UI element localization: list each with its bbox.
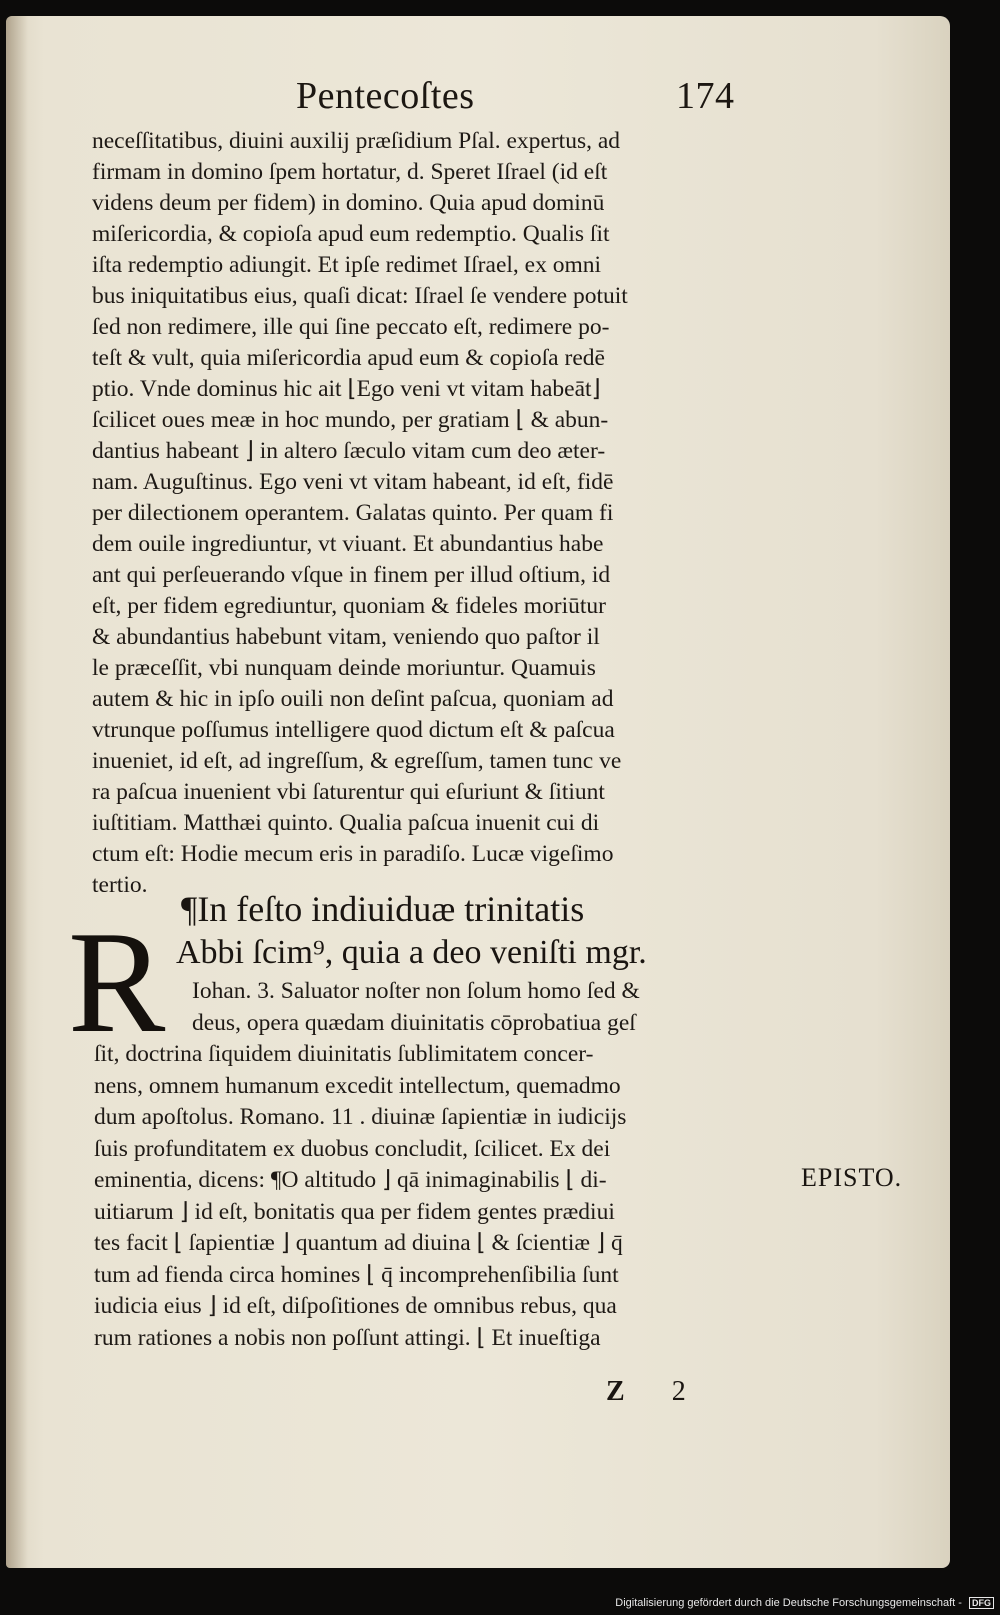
text-line: iudicia eius ⌋ id eſt, diſpoſitiones de omnibus rebus, qua	[94, 1293, 617, 1319]
text-line: deus, opera quædam diuinitatis cōprobatiua geſ	[192, 1009, 636, 1036]
text-line: rum rationes a nobis non poſſunt attingi. ⌊ Et inueſtiga	[94, 1324, 601, 1351]
text-line: miſericordia, & copioſa apud eum redemptio. Qualis ſit	[92, 221, 610, 247]
text-line: videns deum per fidem) in domino. Quia apud dominū	[92, 190, 605, 216]
section-text	[94, 976, 774, 1354]
footer	[615, 1597, 994, 1613]
text-line: tum ad fienda circa homines ⌊ q̄ incomprehenſibilia ſunt	[94, 1261, 619, 1288]
text-line: eſt, per fidem egrediuntur, quoniam & fideles moriūtur	[92, 593, 606, 619]
book-page	[6, 16, 950, 1568]
text-line: iuſtitiam. Matthæi quinto. Qualia paſcua inuenit cui di	[92, 810, 600, 836]
text-line: nens, omnem humanum excedit intellectum, quemadmo	[94, 1072, 621, 1099]
text-line: nam. Auguſtinus. Ego veni vt vitam habeant, id eſt, fidē	[92, 469, 614, 495]
text-line: tertio.	[92, 872, 148, 898]
drop-cap: R	[68, 901, 166, 1063]
text-line: & abundantius habebunt vitam, veniendo quo paſtor il	[92, 624, 600, 650]
margin-note: EPISTO.	[801, 1163, 903, 1192]
text-line: dem ouile ingrediuntur, vt viuant. Et abundantius habe	[92, 531, 604, 557]
text-line: ptio. Vnde dominus hic ait ⌊Ego veni vt vitam habeāt⌋	[92, 376, 601, 402]
signature-letter: Z	[606, 1376, 625, 1407]
signature-number: 2	[671, 1376, 686, 1407]
folio-number: 174	[676, 75, 735, 117]
running-head: Pentecoſtes	[296, 75, 475, 117]
signature-mark	[606, 1376, 686, 1408]
text-line: dantius habeant ⌋ in altero ſæculo vitam cum deo æter-	[92, 438, 606, 464]
text-line: uitiarum ⌋ id eſt, bonitatis qua per fidem gentes prædiui	[94, 1198, 615, 1225]
text-line: inueniet, id eſt, ad ingreſſum, & egreſſum, tamen tunc ve	[92, 748, 622, 774]
text-line: Iohan. 3. Saluator noſter non ſolum homo ſed &	[192, 978, 640, 1004]
text-line: le præceſſit, vbi nunquam deinde moriuntur. Quamuis	[92, 655, 596, 681]
text-line: bus iniquitatibus eius, quaſi dicat: Iſrael ſe vendere potuit	[92, 283, 628, 309]
text-line: per dilectionem operantem. Galatas quinto. Per quam fi	[92, 500, 614, 526]
text-line: vtrunque poſſumus intelligere quod dictum eſt & paſcua	[92, 717, 615, 743]
footer-text: Digitalisierung gefördert durch die Deutsche Forschungsgemeinschaft -	[615, 1597, 962, 1609]
text-line: ſcilicet oues meæ in hoc mundo, per gratiam ⌊ & abun-	[92, 407, 609, 433]
body-text	[92, 126, 782, 901]
text-line: ant qui perſeuerando vſque in finem per illud oſtium, id	[92, 562, 611, 588]
dfg-logo: DFG	[969, 1597, 994, 1609]
text-line: neceſſitatibus, diuini auxilij præſidium Pſal. expertus, ad	[92, 128, 621, 154]
text-line: tes facit ⌊ ſapientiæ ⌋ quantum ad diuina ⌊ & ſcientiæ ⌋ q̄	[94, 1230, 623, 1256]
text-line: ſed non redimere, ille qui ſine peccato eſt, redimere po-	[92, 314, 610, 340]
text-line: iſta redemptio adiungit. Et ipſe redimet Iſrael, ex omni	[92, 252, 602, 278]
text-line: firmam in domino ſpem hortatur, d. Speret Iſrael (id eſt	[92, 159, 608, 185]
section-heading: ¶In feſto indiuiduæ trinitatis	[181, 889, 585, 929]
text-line: teſt & vult, quia miſericordia apud eum & copioſa redē	[92, 345, 605, 371]
text-line: eminentia, dicens: ¶O altitudo ⌋ qā inimaginabilis ⌊ di-	[94, 1167, 607, 1193]
page-header	[296, 74, 776, 124]
text-line: autem & hic in ipſo ouili non deſint paſcua, quoniam ad	[92, 686, 614, 712]
text-line: dum apoſtolus. Romano. 11 . diuinæ ſapientiæ in iudicijs	[94, 1104, 627, 1130]
text-line: ſit, doctrina ſiquidem diuinitatis ſublimitatem concer-	[94, 1041, 594, 1067]
text-line: ctum eſt: Hodie mecum eris in paradiſo. Lucæ vigeſimo	[92, 841, 614, 867]
text-line: ſuis profunditatem ex duobus concludit, ſcilicet. Ex dei	[94, 1135, 611, 1162]
text-line: ra paſcua inuenient vbi ſaturentur qui eſuriunt & ſitiunt	[92, 779, 605, 805]
section-subheading: Abbi ſcim⁹, quia a deo veniſti mgr.	[176, 934, 647, 971]
